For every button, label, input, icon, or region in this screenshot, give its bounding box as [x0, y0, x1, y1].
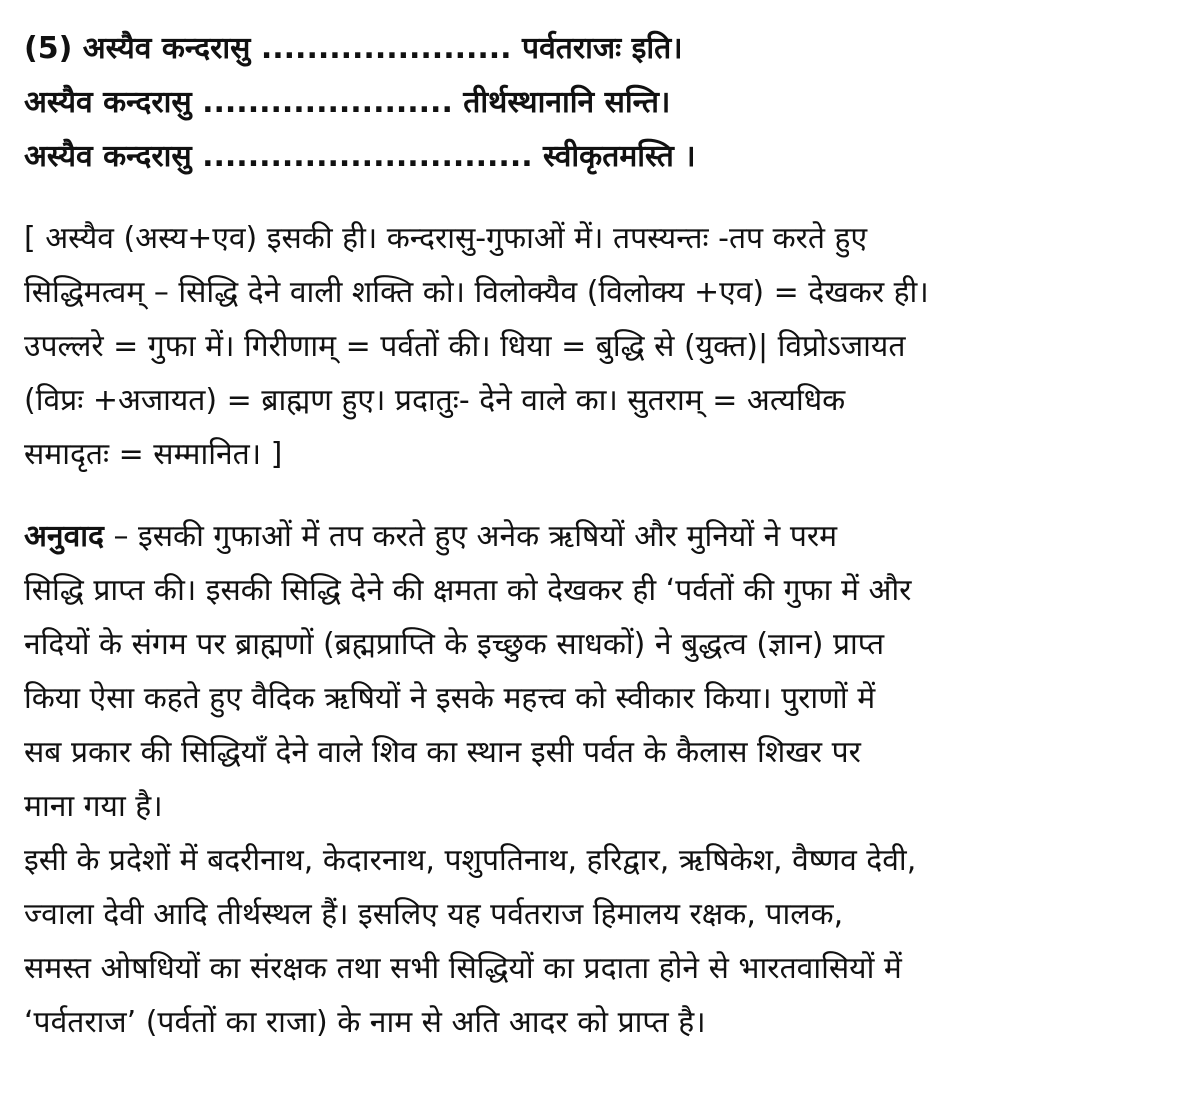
translation-line: समस्त ओषधियों का संरक्षक तथा सभी सिद्धियों का प्रदाता होने से भारतवासियों में [24, 951, 902, 986]
verse-block [24, 22, 1190, 184]
translation-line: ‘पर्वतराज’ (पर्वतों का राजा) के नाम से अति आदर को प्राप्त है। [24, 1005, 706, 1040]
translation-line: किया ऐसा कहते हुए वैदिक ऋषियों ने इसके महत्त्व को स्वीकार किया। पुराणों में [24, 681, 876, 716]
translation-line: इसी के प्रदेशों में बदरीनाथ, केदारनाथ, पशुपतिनाथ, हरिद्वार, ऋषिकेश, वैष्णव देवी, [24, 843, 917, 878]
verse-line: अस्यैव कन्दरासु ............................. स्वीकृतमस्ति । [24, 139, 696, 174]
translation-line: नदियों के संगम पर ब्राह्मणों (ब्रह्मप्राप्ति के इच्छुक साधकों) ने बुद्धत्व (ज्ञान) प्राप्त [24, 627, 885, 662]
glossary-line: उपल्लरे = गुफा में। गिरीणाम् = पर्वतों की। धिया = बुद्धि से (युक्त)| विप्रोऽजायत [24, 329, 906, 364]
document-page [24, 22, 1190, 1050]
glossary-block [24, 212, 1190, 482]
glossary-line: सिद्धिमत्वम् – सिद्धि देने वाली शक्ति को। विलोक्यैव (विलोक्य +एव) = देखकर ही। [24, 275, 929, 310]
translation-line: ज्वाला देवी आदि तीर्थस्थल हैं। इसलिए यह पर्वतराज हिमालय रक्षक, पालक, [24, 897, 844, 932]
translation-label: अनुवाद [24, 519, 104, 554]
glossary-line: (विप्रः +अजायत) = ब्राह्मण हुए। प्रदातुः- देने वाले का। सुतराम् = अत्यधिक [24, 383, 846, 418]
translation-line: सिद्धि प्राप्त की। इसकी सिद्धि देने की क्षमता को देखकर ही ‘पर्वतों की गुफा में और [24, 573, 912, 608]
translation-line: माना गया है। [24, 789, 163, 824]
translation-text: – इसकी गुफाओं में तप करते हुए अनेक ऋषियों और मुनियों ने परम [103, 519, 838, 554]
translation-line: सब प्रकार की सिद्धियाँ देने वाले शिव का स्थान इसी पर्वत के कैलास शिखर पर [24, 735, 861, 770]
translation-block [24, 510, 1190, 1050]
glossary-line: [ अस्यैव (अस्य+एव) इसकी ही। कन्दरासु-गुफाओं में। तपस्यन्तः -तप करते हुए [24, 221, 868, 256]
spacer [24, 184, 1190, 212]
verse-line: अस्यैव कन्दरासु ...................... तीर्थस्थानानि सन्ति। [24, 85, 671, 120]
translation-first-line [24, 510, 1190, 564]
verse-line: (5) अस्यैव कन्दरासु ...................... पर्वतराजः इति। [24, 31, 683, 66]
spacer [24, 482, 1190, 510]
glossary-line: समादृतः = सम्मानित। ] [24, 437, 283, 472]
